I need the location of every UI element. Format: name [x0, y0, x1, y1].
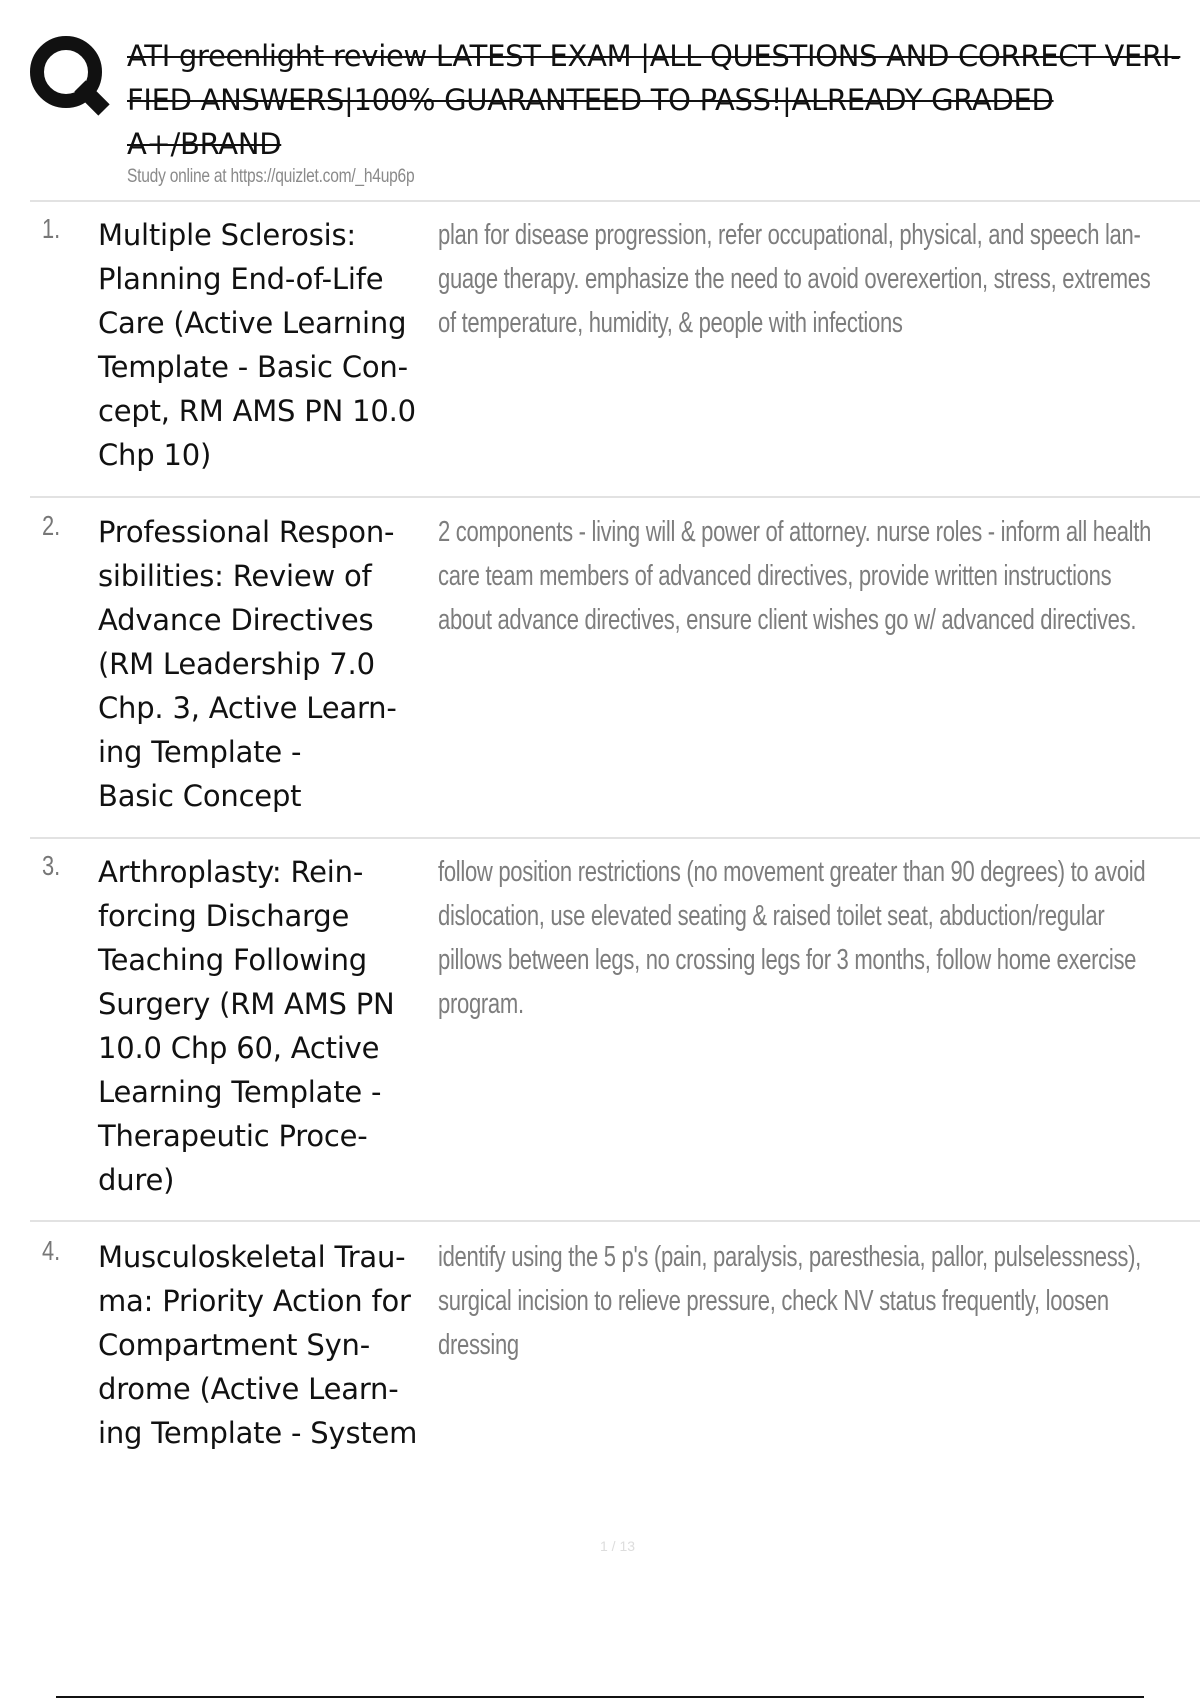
- card-number: 3.: [42, 850, 61, 881]
- card-term: Arthroplasty: Rein- forcing Discharge Teaching Following Surgery (RM AMS PN 10.0 Chp 60, Active Learning Template - Therapeutic Proce- dure): [98, 855, 395, 1197]
- document-header: [0, 0, 1200, 200]
- study-online-link[interactable]: Study online at https://quizlet.com/_h4up6p: [127, 166, 415, 187]
- footer-rule: [56, 1696, 1144, 1698]
- card-definition: 2 components - living will & power of attorney. nurse roles - inform all health care team members of advanced directives, provide written instructions about advance directives, ensure client wishes go w/ advanced directives.: [438, 516, 1152, 636]
- card-term: Professional Respon- sibilities: Review of Advance Directives (RM Leadership 7.0 Chp. 3, Active Learn- ing Template - Basic Concept: [98, 515, 397, 813]
- divider: [30, 200, 1200, 202]
- divider: [30, 496, 1200, 498]
- card-term: Musculoskeletal Trau- ma: Priority Action for Compartment Syn- drome (Active Learn- ing Template - System: [98, 1240, 418, 1450]
- page-number: 1 / 13: [600, 1538, 636, 1554]
- card-definition: follow position restrictions (no movement greater than 90 degrees) to avoid dislocation, use elevated seating & raised toilet seat, abduction/regular pillows between legs, no crossing legs for 3 months, follow home exercise program.: [438, 856, 1146, 1020]
- divider: [30, 1220, 1200, 1222]
- card-definition: plan for disease progression, refer occupational, physical, and speech lan- guage therapy. emphasize the need to avoid overexertion, stress, extremes of temperature, humidity, & people with infections: [438, 219, 1151, 339]
- document-title: ATI greenlight review LATEST EXAM |ALL QUESTIONS AND CORRECT VERI- FIED ANSWERS|100% GUARANTEED TO PASS!|ALREADY GRADED A+/BRAND: [127, 39, 1181, 161]
- card-term: Multiple Sclerosis: Planning End-of-Life Care (Active Learning Template - Basic Con- cept, RM AMS PN 10.0 Chp 10): [98, 218, 416, 472]
- divider: [30, 837, 1200, 839]
- card-number: 2.: [42, 510, 61, 541]
- card-definition: identify using the 5 p's (pain, paralysis, paresthesia, pallor, pulselessness), surgical incision to relieve pressure, check NV status frequently, loosen dressing: [438, 1241, 1142, 1361]
- card-number: 1.: [42, 213, 61, 244]
- card-number: 4.: [42, 1235, 61, 1266]
- title-clip: [0, 0, 1200, 170]
